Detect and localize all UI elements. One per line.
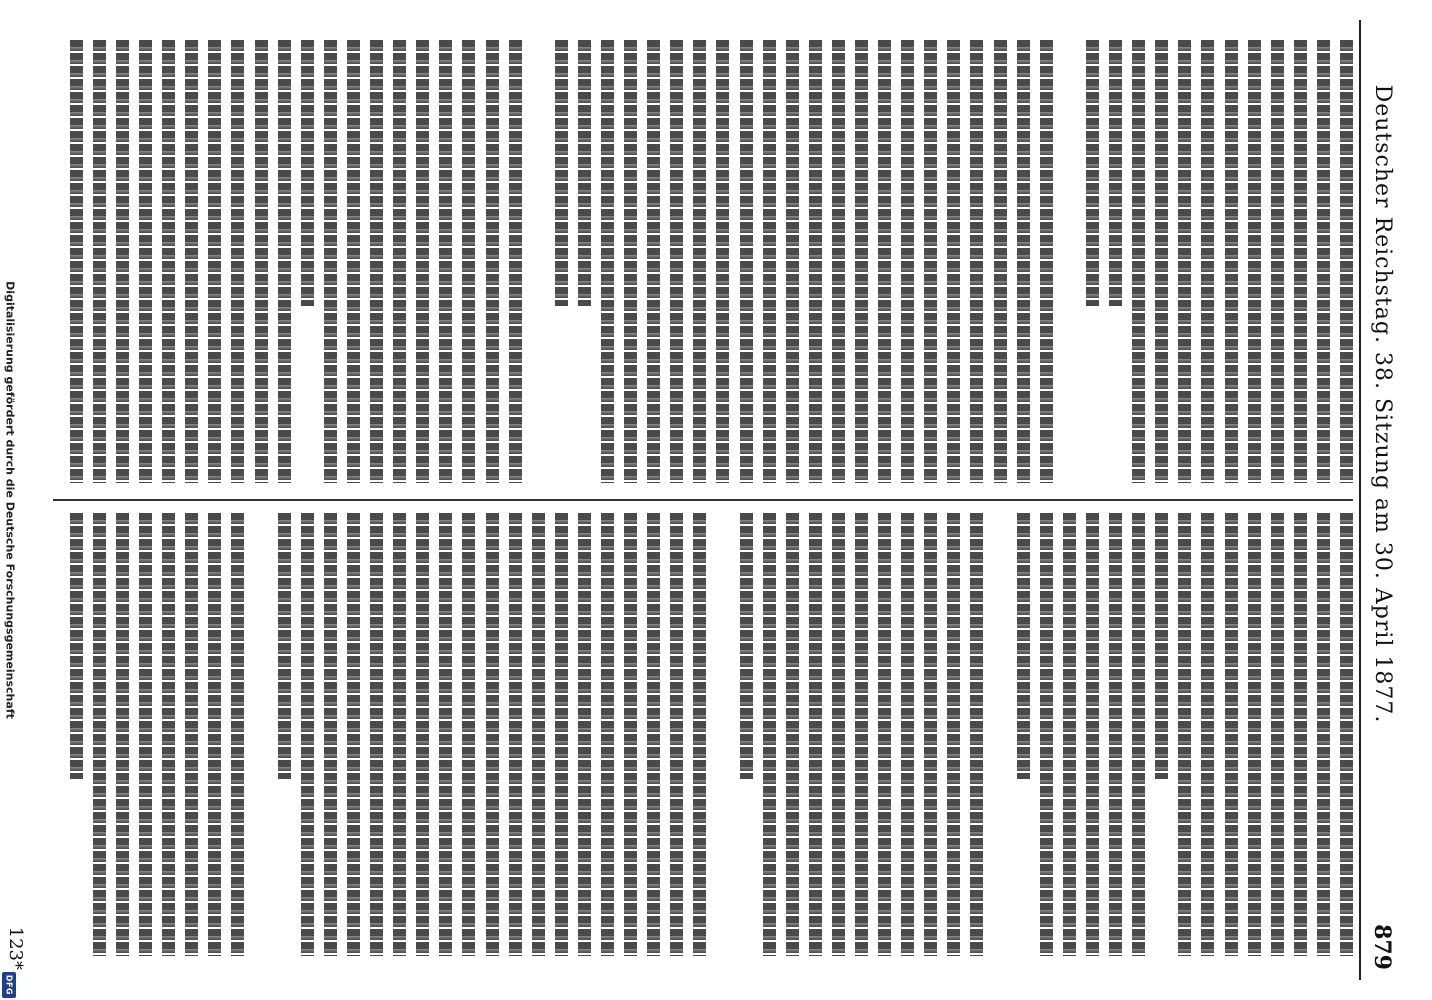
running-header (1359, 20, 1401, 980)
text-line (93, 513, 106, 956)
text-line (924, 513, 937, 956)
text-line (1340, 40, 1353, 483)
text-line (486, 40, 499, 483)
text-line (878, 513, 891, 956)
text-line (255, 513, 268, 956)
text-column-right (53, 513, 1353, 956)
text-line (301, 40, 314, 306)
text-line (1248, 40, 1261, 483)
text-line (1155, 513, 1168, 779)
text-line (255, 40, 268, 483)
text-line (278, 40, 291, 483)
text-line (1017, 40, 1030, 483)
text-line (139, 40, 152, 483)
text-line (901, 513, 914, 956)
text-line (185, 40, 198, 483)
text-line (1132, 40, 1145, 483)
text-line (1317, 513, 1330, 956)
text-line (162, 40, 175, 483)
text-line (116, 40, 129, 483)
text-line (162, 513, 175, 956)
text-line (740, 40, 753, 483)
page-number: 879 (1369, 924, 1395, 970)
text-line (786, 513, 799, 956)
text-line (1155, 40, 1168, 483)
text-line (208, 513, 221, 956)
text-line (1178, 40, 1191, 483)
text-line (439, 40, 452, 483)
signature-mark: 123* (5, 926, 26, 970)
text-line (670, 40, 683, 483)
text-line (693, 513, 706, 956)
text-line (647, 40, 660, 483)
text-line (370, 40, 383, 483)
text-line (971, 513, 984, 956)
text-line (855, 513, 868, 956)
text-line (324, 40, 337, 483)
text-line (462, 513, 475, 956)
text-line (809, 513, 822, 956)
text-line (301, 513, 314, 956)
text-line (1225, 40, 1238, 483)
text-line (716, 40, 729, 483)
text-line (763, 513, 776, 956)
text-line (532, 40, 545, 483)
text-line (555, 40, 568, 306)
text-line (971, 40, 984, 483)
text-line (1109, 513, 1122, 956)
text-line (670, 513, 683, 956)
text-line (1109, 40, 1122, 306)
dfg-logo-text: DFG (4, 974, 14, 996)
text-line (601, 513, 614, 956)
text-line (624, 40, 637, 483)
text-line (716, 513, 729, 956)
text-line (1271, 40, 1284, 483)
text-column-left (53, 40, 1353, 483)
text-line (1086, 513, 1099, 956)
header-title: Deutscher Reichstag. 38. Sitzung am 30. April 1877. (1370, 84, 1395, 724)
text-line (1201, 40, 1214, 483)
text-line (347, 40, 360, 483)
text-line (278, 513, 291, 779)
text-line (232, 40, 245, 483)
text-line (439, 513, 452, 956)
text-line (1178, 513, 1191, 956)
text-line (578, 40, 591, 306)
text-line (1132, 513, 1145, 956)
text-line (1271, 513, 1284, 956)
text-line (1086, 40, 1099, 306)
text-line (947, 513, 960, 956)
text-line (878, 40, 891, 483)
text-line (185, 513, 198, 956)
text-line (555, 513, 568, 956)
column-divider (53, 499, 1353, 501)
text-line (1040, 40, 1053, 483)
text-line (347, 513, 360, 956)
text-line (647, 513, 660, 956)
text-line (994, 40, 1007, 483)
text-line (786, 40, 799, 483)
text-line (1063, 513, 1076, 956)
text-line (70, 513, 83, 779)
text-line (809, 40, 822, 483)
text-line (832, 513, 845, 956)
text-line (947, 40, 960, 483)
text-line (93, 40, 106, 483)
text-line (70, 40, 83, 483)
text-line (994, 513, 1007, 956)
text-line (1063, 40, 1076, 483)
dfg-logo (2, 972, 16, 998)
text-line (486, 513, 499, 956)
text-line (1317, 40, 1330, 483)
text-line (832, 40, 845, 483)
text-line (393, 513, 406, 956)
text-line (601, 40, 614, 483)
text-line (578, 513, 591, 956)
text-line (509, 513, 522, 956)
text-line (901, 40, 914, 483)
text-line (1294, 40, 1307, 483)
text-line (208, 40, 221, 483)
text-line (1225, 513, 1238, 956)
text-line (116, 513, 129, 956)
text-line (509, 40, 522, 483)
text-line (370, 513, 383, 956)
text-line (740, 513, 753, 779)
text-line (1201, 513, 1214, 956)
text-line (462, 40, 475, 483)
text-line (393, 40, 406, 483)
text-line (624, 513, 637, 956)
text-line (1248, 513, 1261, 956)
text-line (416, 40, 429, 483)
text-line (232, 513, 245, 956)
text-line (139, 513, 152, 956)
text-line (324, 513, 337, 956)
digitization-note (0, 0, 20, 1000)
text-line (1340, 513, 1353, 956)
text-line (855, 40, 868, 483)
text-line (1294, 513, 1307, 956)
text-line (924, 40, 937, 483)
text-line (416, 513, 429, 956)
text-line (1017, 513, 1030, 779)
text-line (693, 40, 706, 483)
text-line (1040, 513, 1053, 956)
text-line (763, 40, 776, 483)
text-line (532, 513, 545, 956)
digitization-note-text: Digitalisierung gefördert durch die Deutsche Forschungsgemeinschaft (3, 281, 17, 719)
